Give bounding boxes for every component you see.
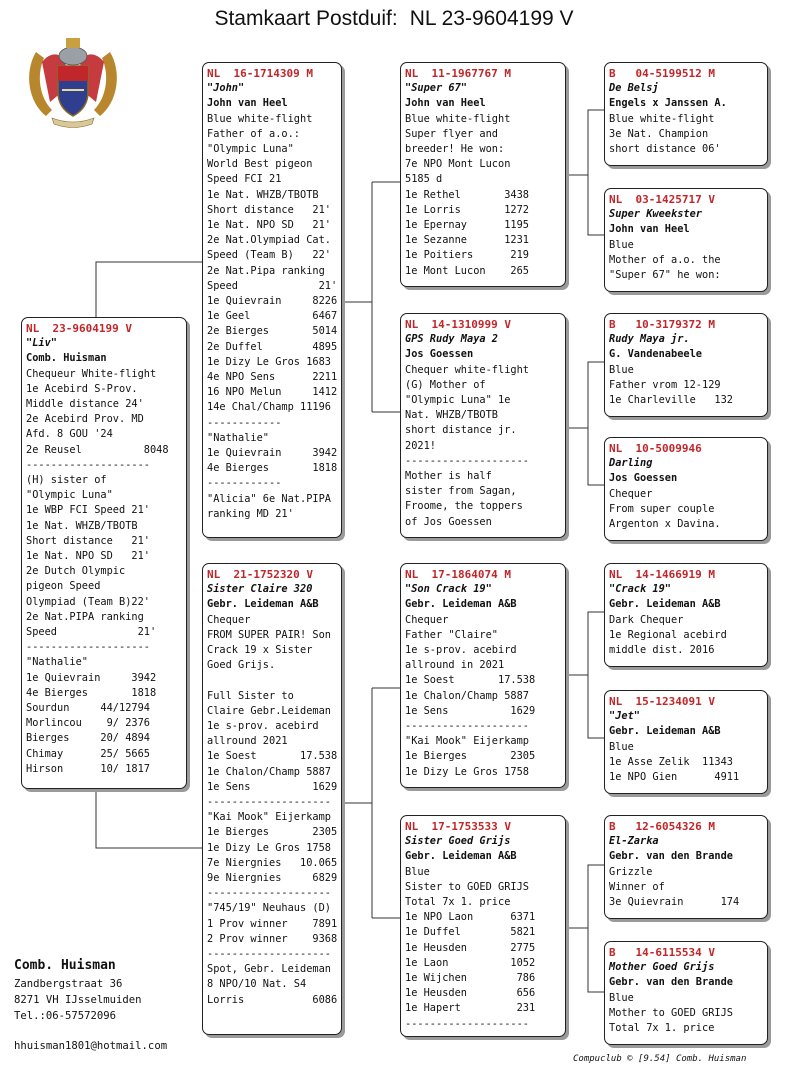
note-line: -------------------- [405,454,529,467]
pedigree-card-father-father [400,62,566,287]
note-line: 1e Charleville 132 [609,394,733,407]
note-line: Total 7x 1. price [609,1022,715,1035]
note-line: allround 2021 [207,735,288,748]
note-line: -------------------- [405,1017,529,1030]
note-line: 1e Hapert 231 [405,1002,536,1015]
note-line: 2e Duffel 4895 [207,340,338,353]
pedigree-card-mf-mother [604,690,768,794]
note-line: 1e WBP FCI Speed 21' [26,504,150,517]
note-line: Mother is half [405,470,492,483]
note-line: Dark Chequer [609,613,684,626]
note-line: 1e Laon 1052 [405,956,536,969]
ring-number: NL 17-1753533 V [405,820,511,833]
note-line: 1e Heusden 656 [405,987,536,1000]
note-line: "Super 67" he won: [609,269,721,282]
ring-number: NL 14-1310999 V [405,318,511,331]
pedigree-notes [405,112,562,279]
note-line: "Olympic Luna" [26,489,113,502]
pigeon-name: De Belsj [609,82,659,95]
note-line: Short distance 21' [26,534,150,547]
note-line: 1e Quievrain 3942 [26,671,157,684]
note-line: -------------------- [26,458,150,471]
note-line: ------------ [207,416,282,429]
note-line: 1e Geel 6467 [207,310,338,323]
note-line: 1e Bierges 2305 [405,750,536,763]
note-line: -------------------- [207,796,331,809]
note-line: 7e Niergnies 10.065 [207,856,338,869]
pigeon-name: Sister Claire 320 [207,583,313,596]
ring-number: NL 23-9604199 V [26,322,132,335]
note-line: Middle distance 24' [26,398,144,411]
note-line: 1e Sezanne 1231 [405,234,529,247]
note-line: Sourdun 44/12794 [26,702,150,715]
note-line: Nat. WHZB/TBOTB [405,409,498,422]
note-line: Chequer [207,613,251,626]
owner-phone: Tel.:06-57572096 [14,1010,117,1022]
owner-address-line: Zandbergstraat 36 [14,978,123,990]
note-line: 4e NPO Sens 2211 [207,371,338,384]
footer-credit: Compuclub © [9.54] Comb. Huisman [573,1054,747,1064]
ring-number: B 10-3179372 M [609,318,715,331]
ring-number: NL 15-1234091 V [609,695,715,708]
note-line: Morlincou 9/ 2376 [26,717,150,730]
pedigree-card-subject [21,317,187,789]
note-line: 2 Prov winner 9368 [207,932,338,945]
note-line: 1e Nat. NPO SD 21' [26,550,150,563]
pedigree-notes [609,112,764,158]
note-line: -------------------- [26,641,150,654]
note-line: -------------------- [207,887,331,900]
ring-number: B 12-6054326 M [609,820,715,833]
pedigree-notes [207,613,338,1008]
ring-number: B 04-5199512 M [609,67,715,80]
note-line: Argenton x Davina. [609,518,721,531]
note-line: Short distance 21' [207,203,331,216]
pedigree-notes [609,865,764,911]
pigeon-name: El-Zarka [609,835,659,848]
note-line: 1e Nat. WHZB/TBOTB [207,188,319,201]
breeder-name: Gebr. van den Brande [609,976,733,989]
breeder-name: Gebr. Leideman A&B [405,850,517,863]
note-line: middle dist. 2016 [609,644,715,657]
note-line: 8 NPO/10 Nat. S4 [207,978,307,991]
note-line: 1e Heusden 2775 [405,941,536,954]
note-line: 1e Quievrain 3942 [207,447,338,460]
note-line: -------------------- [207,948,331,961]
note-line: Father of a.o.: [207,127,300,140]
pigeon-name: "Liv" [26,337,57,350]
pigeon-name: "Crack 19" [609,583,671,596]
pedigree-card-mother [202,563,342,1035]
breeder-name: John van Heel [405,97,486,110]
note-line: Winner of [609,880,665,893]
note-line: 1e Acebird S-Prov. [26,382,138,395]
note-line: 1e Epernay 1195 [405,219,529,232]
breeder-name: Gebr. Leideman A&B [609,725,721,738]
pedigree-notes [609,487,764,533]
note-line: "Kai Mook" Eijerkamp [207,811,331,824]
owner-contact-block [14,958,167,1054]
note-line: 4e Bierges 1818 [26,686,157,699]
note-line: Father "Claire" [405,628,498,641]
note-line: of Jos Goessen [405,515,492,528]
pedigree-notes [609,991,764,1037]
note-line: Olympiad (Team B)22' [26,595,150,608]
pedigree-notes [405,865,562,1032]
ring-number: NL 03-1425717 V [609,193,715,206]
note-line: "Kai Mook" Eijerkamp [405,735,529,748]
note-line: 1e Mont Lucon 265 [405,264,529,277]
ring-number: NL 10-5009946 [609,442,702,455]
pedigree-card-fm-mother [604,437,768,541]
note-line: Froome, the toppers [405,500,523,513]
note-line: allround in 2021 [405,659,505,672]
ring-number: B 14-6115534 V [609,946,715,959]
ring-number: NL 11-1967767 M [405,67,511,80]
note-line: 1e Dizy Le Gros 1683 [207,355,331,368]
owner-email: hhuisman1801@hotmail.com [14,1040,168,1052]
pigeon-name: "Son Crack 19" [405,583,492,596]
note-line: Bierges 20/ 4894 [26,732,150,745]
note-line: "Olympic Luna" [207,143,294,156]
note-line: Sister to GOED GRIJS [405,880,529,893]
note-line: Blue white-flight [207,112,313,125]
note-line: Blue [405,865,430,878]
pigeon-name: Rudy Maya jr. [609,333,690,346]
owner-address-line: 8271 VH IJsselmuiden [14,994,142,1006]
note-line: 1e Nat. NPO SD 21' [207,219,331,232]
coat-of-arms-logo [22,32,124,132]
breeder-name: John van Heel [609,223,690,236]
note-line: 1e Sens 1629 [405,704,536,717]
ring-number: NL 21-1752320 V [207,568,313,581]
note-line: Chimay 25/ 5665 [26,747,150,760]
note-line: Full Sister to [207,689,294,702]
breeder-name: G. Vandenabeele [609,348,702,361]
note-line: Blue white-flight [609,112,715,125]
note-line: 1e Chalon/Champ 5887 [405,689,529,702]
breeder-name: Gebr. van den Brande [609,850,733,863]
note-line: Speed 21' [26,626,157,639]
note-line: 1e Asse Zelik 11343 [609,755,733,768]
note-line: 1 Prov winner 7891 [207,917,338,930]
note-line: Speed 21' [207,279,338,292]
note-line: FROM SUPER PAIR! Son [207,628,331,641]
note-line: Father vrom 12-129 [609,378,721,391]
note-line: -------------------- [405,720,529,733]
note-line: Claire Gebr.Leideman [207,704,331,717]
pigeon-name: Sister Goed Grijs [405,835,511,848]
note-line: Chequer white-flight [405,363,529,376]
note-line: Chequer [609,487,653,500]
note-line: 1e Nat. WHZB/TBOTB [26,519,138,532]
note-line: 14e Chal/Champ 11196 [207,401,331,414]
note-line: 2e Dutch Olympic [26,565,126,578]
note-line: 1e Rethel 3438 [405,188,529,201]
pigeon-name: "Jet" [609,710,640,723]
note-line: Blue [609,991,634,1004]
note-line: Chequer [405,613,449,626]
note-line: 1e Bierges 2305 [207,826,338,839]
note-line: pigeon Speed [26,580,101,593]
note-line: 2e Nat.Olympiad Cat. [207,234,331,247]
note-line: 2021! [405,439,436,452]
note-line: 5185 d [405,173,443,186]
breeder-name: Jos Goessen [405,348,474,361]
pedigree-notes [609,238,764,284]
pigeon-name: Super Kweekster [609,208,702,221]
note-line: 2e Acebird Prov. MD [26,413,144,426]
note-line: Grizzle [609,865,653,878]
note-line: 2e Reusel 8048 [26,443,169,456]
title-ring-number: NL 23-9604199 V [409,7,574,30]
pedigree-card-ff-father [604,62,768,166]
note-line: breeder! He won: [405,143,505,156]
note-line: 1e Quievrain 8226 [207,295,338,308]
pigeon-name: GPS Rudy Maya 2 [405,333,498,346]
breeder-name: Jos Goessen [609,472,678,485]
note-line: short distance jr. [405,424,517,437]
note-line: ranking MD 21' [207,507,294,520]
note-line: "Nathalie" [26,656,88,669]
title-text: Stamkaart Postduif: [214,7,398,30]
ring-number: NL 16-1714309 M [207,67,313,80]
pedigree-notes [207,112,338,522]
note-line: Super flyer and [405,127,498,140]
breeder-name: Gebr. Leideman A&B [207,598,319,611]
breeder-name: John van Heel [207,97,288,110]
note-line: sister from Sagan, [405,485,517,498]
note-line: 1e Poitiers 219 [405,249,529,262]
note-line: "Nathalie" [207,431,269,444]
pedigree-notes [26,367,183,777]
note-line: 9e Niergnies 6829 [207,872,338,885]
note-line: Mother of a.o. the [609,253,721,266]
note-line: 1e Regional acebird [609,628,727,641]
note-line: Afd. 8 GOU '24 [26,428,113,441]
note-line: Total 7x 1. price [405,896,511,909]
note-line: 1e Chalon/Champ 5887 [207,765,331,778]
breeder-name: Engels x Janssen A. [609,97,727,110]
note-line: 16 NPO Melun 1412 [207,386,338,399]
owner-name: Comb. Huisman [14,958,116,973]
note-line: 2e Nat.Pipa ranking [207,264,325,277]
note-line: Hirson 10/ 1817 [26,762,150,775]
pigeon-name: Darling [609,457,653,470]
note-line: 1e Dizy Le Gros 1758 [207,841,331,854]
note-line: "Alicia" 6e Nat.PIPA [207,492,331,505]
note-line: 2e Nat.PIPA ranking [26,610,144,623]
pedigree-notes [405,363,562,530]
pedigree-card-father-mother [400,313,566,538]
ring-number: NL 14-1466919 M [609,568,715,581]
note-line: 3e Nat. Champion [609,127,709,140]
pigeon-name: Mother Goed Grijs [609,961,715,974]
note-line: Crack 19 x Sister [207,644,313,657]
note-line: 1e Soest 17.538 [207,750,338,763]
note-line: 1e Soest 17.538 [405,674,536,687]
note-line [207,673,338,688]
note-line: ------------ [207,477,282,490]
note-line: Goed Grijs. [207,659,276,672]
note-line: From super couple [609,502,715,515]
pedigree-card-mf-father [604,563,768,667]
breeder-name: Gebr. Leideman A&B [609,598,721,611]
note-line: Lorris 6086 [207,993,338,1006]
note-line: 4e Bierges 1818 [207,462,338,475]
note-line: 1e Wijchen 786 [405,972,536,985]
note-line: Blue [609,740,634,753]
pedigree-card-mother-father [400,563,566,788]
note-line: 7e NPO Mont Lucon [405,158,511,171]
note-line: 3e Quievrain 174 [609,896,740,909]
pedigree-card-ff-mother [604,188,768,292]
pedigree-notes [609,740,764,786]
note-line: 1e Sens 1629 [207,780,338,793]
note-line: "Olympic Luna" 1e [405,394,511,407]
pedigree-notes [609,613,764,659]
note-line: Blue white-flight [405,112,511,125]
note-line: Blue [609,363,634,376]
note-line: 1e NPO Laon 6371 [405,911,536,924]
breeder-name: Comb. Huisman [26,352,107,365]
note-line: 1e Lorris 1272 [405,203,529,216]
note-line: Speed (Team B) 22' [207,249,331,262]
pedigree-card-mother-mother [400,815,566,1037]
pedigree-card-father [202,62,342,538]
note-line: short distance 06' [609,143,721,156]
note-line: Blue [609,238,634,251]
note-line: Chequeur White-flight [26,367,157,380]
pedigree-card-mm-mother [604,941,768,1045]
note-line: 1e s-prov. acebird [405,644,517,657]
note-line: Speed FCI 21 [207,173,282,186]
note-line: 1e Duffel 5821 [405,926,536,939]
ring-number: NL 17-1864074 M [405,568,511,581]
breeder-name: Gebr. Leideman A&B [405,598,517,611]
note-line: (G) Mother of [405,378,486,391]
note-line: "745/19" Neuhaus (D) [207,902,331,915]
pigeon-name: "Super 67" [405,82,467,95]
note-line: Spot, Gebr. Leideman [207,963,331,976]
pedigree-notes [405,613,562,780]
pigeon-name: "John" [207,82,245,95]
note-line: 1e Dizy Le Gros 1758 [405,765,529,778]
note-line: 1e s-prov. acebird [207,720,319,733]
note-line: World Best pigeon [207,158,313,171]
pedigree-card-fm-father [604,313,768,417]
note-line: Mother to GOED GRIJS [609,1006,733,1019]
note-line: 1e NPO Gien 4911 [609,771,740,784]
note-line: (H) sister of [26,474,107,487]
pedigree-notes [609,363,764,409]
pedigree-card-mm-father [604,815,768,919]
note-line: 2e Bierges 5014 [207,325,338,338]
